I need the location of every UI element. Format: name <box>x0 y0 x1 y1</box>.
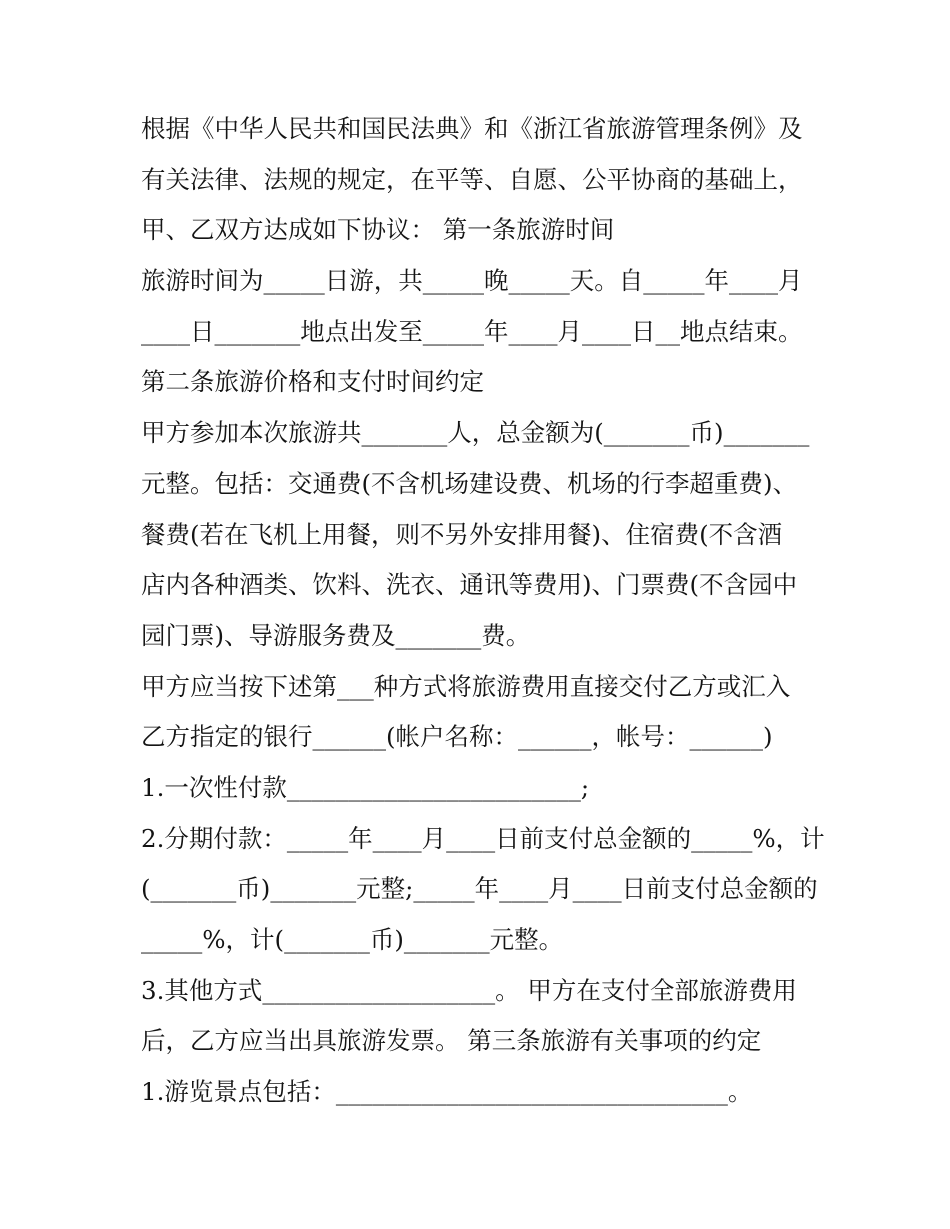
paragraph-line: 店内各种酒类、饮料、洗衣、通讯等费用)、门票费(不含园中 <box>141 570 798 599</box>
paragraph-line: _____%，计(_______币)_______元整。 <box>141 925 564 954</box>
paragraph-line: ____日_______地点出发至_____年____月____日__地点结束。 <box>141 317 803 346</box>
paragraph-line: 元整。包括：交通费(不含机场建设费、机场的行李超重费)、 <box>141 469 798 498</box>
paragraph-line: 甲方参加本次旅游共_______人，总金额为(_______币)_______ <box>141 418 810 447</box>
paragraph-line: 餐费(若在飞机上用餐，则不另外安排用餐)、住宿费(不含酒 <box>141 520 783 549</box>
paragraph-line: 1.一次性付款________________________; <box>141 773 590 802</box>
paragraph-line: 甲方应当按下述第___种方式将旅游费用直接交付乙方或汇入 <box>141 672 791 701</box>
paragraph-line: 乙方指定的银行______(帐户名称：______，帐号：______) <box>141 722 773 751</box>
paragraph-line: 后，乙方应当出具旅游发票。 第三条旅游有关事项的约定 <box>141 1026 762 1055</box>
paragraph-line: 有关法律、法规的规定，在平等、自愿、公平协商的基础上， <box>141 165 803 194</box>
paragraph-line: 旅游时间为_____日游，共_____晚_____天。自_____年____月 <box>141 266 803 295</box>
paragraph-line: 3.其他方式___________________。 甲方在支付全部旅游费用 <box>141 976 797 1005</box>
paragraph-line: (_______币)_______元整;_____年____月____日前支付总金额的 <box>141 874 818 903</box>
paragraph-line: 园门票)、导游服务费及_______费。 <box>141 621 531 650</box>
paragraph-line: 根据《中华人民共和国民法典》和《浙江省旅游管理条例》及 <box>141 114 803 143</box>
section-heading: 第二条旅游价格和支付时间约定 <box>141 367 484 396</box>
paragraph-line: 1.游览景点包括：________________________________。 <box>141 1077 753 1106</box>
paragraph-line: 甲、乙双方达成如下协议： 第一条旅游时间 <box>141 215 615 244</box>
paragraph-line: 2.分期付款：_____年____月____日前支付总金额的_____%，计 <box>141 824 825 853</box>
